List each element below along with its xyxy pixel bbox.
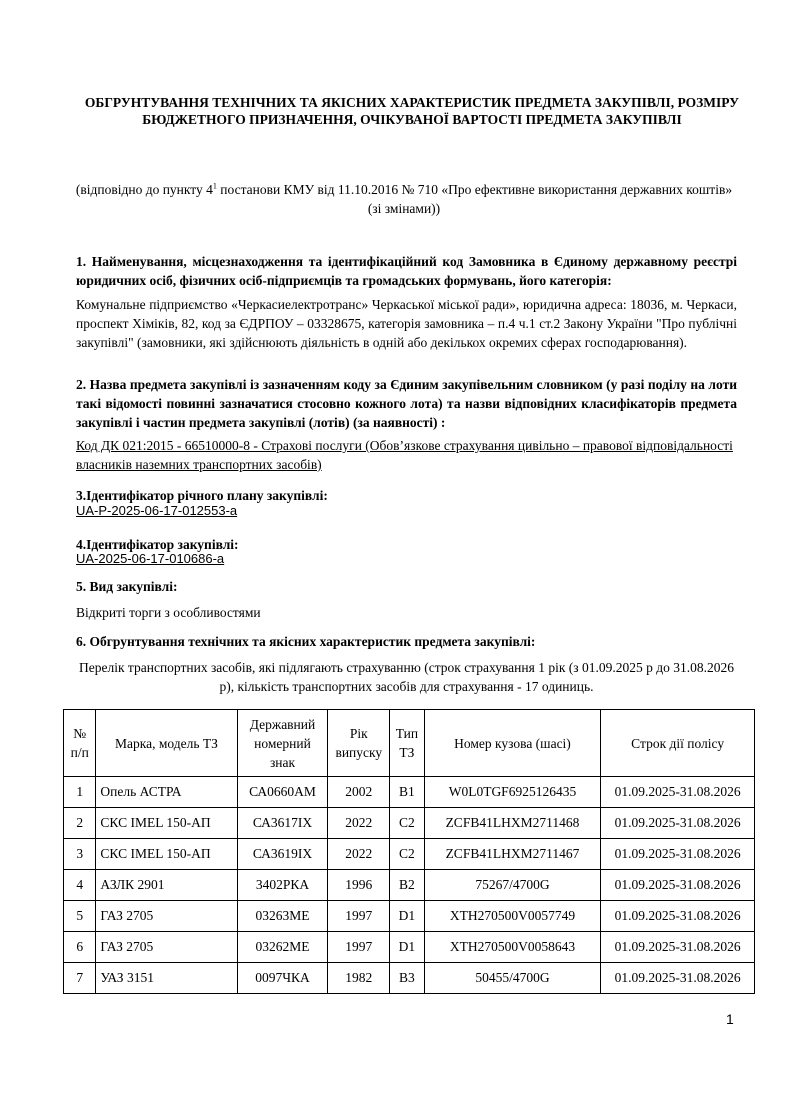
- cell-plate: 03262МЕ: [237, 932, 328, 963]
- cell-plate: 3402РКА: [237, 870, 328, 901]
- header-year: Рік випуску: [328, 710, 390, 777]
- cell-term: 01.09.2025-31.08.2026: [601, 808, 755, 839]
- cell-year: 2022: [328, 839, 390, 870]
- cell-vin: XTH270500V0057749: [424, 901, 601, 932]
- header-num: № п/п: [64, 710, 96, 777]
- cell-vin: ZCFB41LHXM2711468: [424, 808, 601, 839]
- section5-text: Відкриті торги з особливостями: [76, 605, 261, 620]
- table-row: [64, 808, 755, 839]
- section1-heading: 1. Найменування, місцезнаходження та ідентифікаційний код Замовника в Єдиному державному реєстрі юридичних осіб, фізичних осіб-підприємців та громадських формувань, його категорія:: [76, 254, 737, 288]
- cell-model: Опель АСТРА: [96, 777, 237, 808]
- cell-type: C2: [390, 808, 424, 839]
- header-plate: Державний номерний знак: [237, 710, 328, 777]
- cell-term: 01.09.2025-31.08.2026: [601, 870, 755, 901]
- section6-intro: Перелік транспортних засобів, які підлягають страхуванню (строк страхування 1 рік (з 01.09.2025 р до 31.08.2026 р), кількість транспортних засобів для страхування - 17 одиниць.: [79, 660, 734, 694]
- cell-year: 2022: [328, 808, 390, 839]
- subtitle-superscript: 1: [212, 181, 217, 191]
- section2-text: Код ДК 021:2015 - 66510000-8 - Страхові послуги (Обов’язкове страхування цивільно – правової відповідальності власників наземних транспортних засобів): [76, 438, 733, 472]
- cell-model: ГАЗ 2705: [96, 901, 237, 932]
- cell-plate: 03263МЕ: [237, 901, 328, 932]
- cell-plate: СА3619ІХ: [237, 839, 328, 870]
- table-row: [64, 839, 755, 870]
- table-row: [64, 963, 755, 994]
- cell-year: 2002: [328, 777, 390, 808]
- header-vin: Номер кузова (шасі): [424, 710, 601, 777]
- section4-heading: 4.Ідентифікатор закупівлі:: [76, 537, 239, 552]
- cell-vin: 50455/4700G: [424, 963, 601, 994]
- subtitle-text-start: (відповідно до пункту 4: [75, 182, 213, 197]
- table-row: [64, 901, 755, 932]
- subtitle-text-end: постанови КМУ від 11.10.2016 № 710 «Про ефективне використання державних коштів» (зі змінами)): [216, 182, 733, 216]
- cell-type: B3: [390, 963, 424, 994]
- cell-term: 01.09.2025-31.08.2026: [601, 901, 755, 932]
- cell-type: C2: [390, 839, 424, 870]
- cell-plate: СА3617ІХ: [237, 808, 328, 839]
- cell-type: B1: [390, 777, 424, 808]
- cell-model: УАЗ 3151: [96, 963, 237, 994]
- cell-type: B2: [390, 870, 424, 901]
- header-term: Строк дії полісу: [601, 710, 755, 777]
- page-number: 1: [726, 1011, 734, 1027]
- annual-plan-id-link[interactable]: UA-P-2025-06-17-012553-a: [76, 503, 238, 518]
- cell-num: 1: [64, 777, 96, 808]
- section1-text: Комунальне підприємство «Черкасиелектротранс» Черкаської міської ради», юридична адреса: 18036, м. Черкаси, проспект Хіміків, 82, код за ЄДРПОУ – 03328675, категорія замовника – п.4 ч.1 ст.2 Закону України "Про публічні закупівлі" (замовники, які здійснюють діяльність в одній або декількох окремих сферах господарювання).: [76, 297, 737, 350]
- cell-type: D1: [390, 932, 424, 963]
- cell-vin: W0L0TGF6925126435: [424, 777, 601, 808]
- cell-num: 3: [64, 839, 96, 870]
- cell-model: СКС IMEL 150-АП: [96, 808, 237, 839]
- header-type: Тип ТЗ: [390, 710, 424, 777]
- cell-model: ГАЗ 2705: [96, 932, 237, 963]
- cell-num: 5: [64, 901, 96, 932]
- header-model: Марка, модель ТЗ: [96, 710, 237, 777]
- cell-year: 1982: [328, 963, 390, 994]
- document-title: ОБГРУНТУВАННЯ ТЕХНІЧНИХ ТА ЯКІСНИХ ХАРАКТЕРИСТИК ПРЕДМЕТА ЗАКУПІВЛІ, РОЗМІРУ БЮДЖЕТНОГО ПРИЗНАЧЕННЯ, ОЧІКУВАНОЇ ВАРТОСТІ ПРЕДМЕТА ЗАКУПІВЛІ: [84, 95, 740, 127]
- table-row: [64, 777, 755, 808]
- cell-type: D1: [390, 901, 424, 932]
- cell-model: АЗЛК 2901: [96, 870, 237, 901]
- cell-term: 01.09.2025-31.08.2026: [601, 777, 755, 808]
- cell-vin: 75267/4700G: [424, 870, 601, 901]
- cell-vin: ZCFB41LHXM2711467: [424, 839, 601, 870]
- cell-model: СКС IMEL 150-АП: [96, 839, 237, 870]
- section2-heading: 2. Назва предмета закупівлі із зазначенням коду за Єдиним закупівельним словником (у разі поділу на лоти такі відомості повинні зазначатися стосовно кожного лота) та назви відповідних класифікаторів предмета закупівлі і частин предмета закупівлі (лотів) (за наявності) :: [76, 377, 737, 430]
- table-row: [64, 870, 755, 901]
- table-header-row: [64, 710, 755, 777]
- section5-heading: 5. Вид закупівлі:: [76, 579, 178, 594]
- section6-heading: 6. Обгрунтування технічних та якісних характеристик предмета закупівлі:: [76, 634, 536, 649]
- document-subtitle: [70, 180, 738, 218]
- cell-year: 1996: [328, 870, 390, 901]
- cell-num: 4: [64, 870, 96, 901]
- cell-term: 01.09.2025-31.08.2026: [601, 963, 755, 994]
- procurement-id-link[interactable]: UA-2025-06-17-010686-a: [76, 551, 225, 566]
- cell-year: 1997: [328, 932, 390, 963]
- cell-plate: СА0660АМ: [237, 777, 328, 808]
- cell-num: 2: [64, 808, 96, 839]
- section3-heading: 3.Ідентифікатор річного плану закупівлі:: [76, 488, 328, 503]
- cell-vin: XTH270500V0058643: [424, 932, 601, 963]
- cell-term: 01.09.2025-31.08.2026: [601, 839, 755, 870]
- cell-num: 6: [64, 932, 96, 963]
- cell-term: 01.09.2025-31.08.2026: [601, 932, 755, 963]
- cell-plate: 0097ЧКА: [237, 963, 328, 994]
- cell-year: 1997: [328, 901, 390, 932]
- vehicles-table: [63, 709, 755, 994]
- cell-num: 7: [64, 963, 96, 994]
- table-row: [64, 932, 755, 963]
